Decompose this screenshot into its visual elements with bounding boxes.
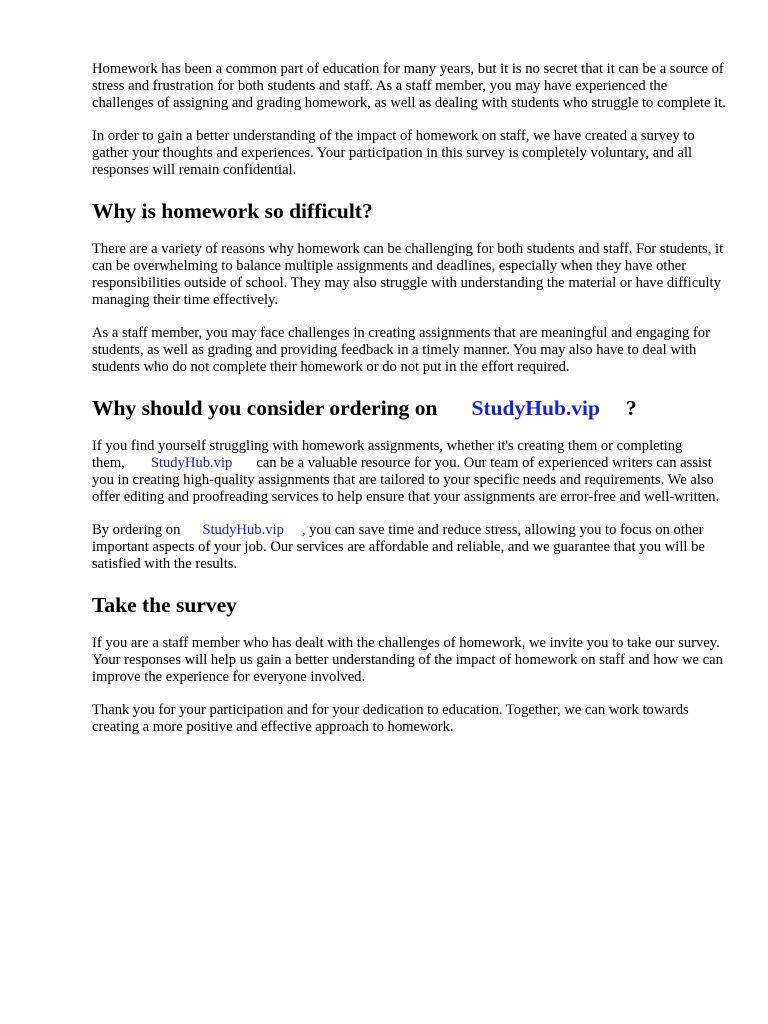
order-paragraph-1-end: can be a valuable resource for you. Our team of experienced writers can assist you in creating high-quality assignments that are tailored to your specific needs and requirements. We also offer editing and proofreading services to help ensure that your assignments are error-free and well-written. [92,455,720,505]
studyhub-link-1[interactable]: StudyHub.vip [150,455,233,471]
order-paragraph-2-start: By ordering on [92,522,181,538]
survey-paragraph-1: If you are a staff member who has dealt with the challenges of homework, we invite you to take our survey. Your responses will help us gain a better understanding of the impact of homework on staff and how we can improve the experience for everyone involved. [92,635,723,685]
difficulty-paragraph-1: There are a variety of reasons why homework can be challenging for both students and staff. For students, it can be overwhelming to balance multiple assignments and deadlines, especially when they have other responsibilities outside of school. They may also struggle with understanding the material or have difficulty managing their time effectively. [92,241,724,308]
order-paragraph-1 [92,438,728,506]
survey-paragraph-2: Thank you for your participation and for your dedication to education. Together, we can work towards creating a more positive and effective approach to homework. [92,702,689,735]
document-page [92,61,728,736]
order-paragraph-2 [92,522,728,573]
order-paragraph-1-start: If you find yourself struggling with homework assignments, whether it's creating them or completing them, [92,438,683,471]
heading-why-difficult: Why is homework so difficult? [92,199,373,223]
heading-question-mark: ? [625,396,637,420]
studyhub-link-2[interactable]: StudyHub.vip [202,522,284,538]
intro-paragraph-2: In order to gain a better understanding of the impact of homework on staff, we have created a survey to gather your thoughts and experiences. Your participation in this survey is completely voluntary, and all responses will remain confidential. [92,128,695,178]
difficulty-paragraph-2: As a staff member, you may face challenges in creating assignments that are meaningful and engaging for students, as well as grading and providing feedback in a timely manner. You may also have to deal with students who do not complete their homework or do not put in the effort required. [92,325,710,375]
order-paragraph-2-end: , you can save time and reduce stress, allowing you to focus on other important aspects of your job. Our services are affordable and reliable, and we guarantee that you will be satisfied with the results. [92,522,705,572]
studyhub-heading-link[interactable]: StudyHub.vip [471,396,600,420]
intro-paragraph-1: Homework has been a common part of education for many years, but it is no secret that it can be a source of stress and frustration for both students and staff. As a staff member, you may have experienced the challenges of assigning and grading homework, as well as dealing with students who struggle to complete it. [92,61,726,111]
heading-why-order-text: Why should you consider ordering on [92,396,438,420]
heading-take-survey: Take the survey [92,593,237,617]
heading-why-order [92,395,728,421]
